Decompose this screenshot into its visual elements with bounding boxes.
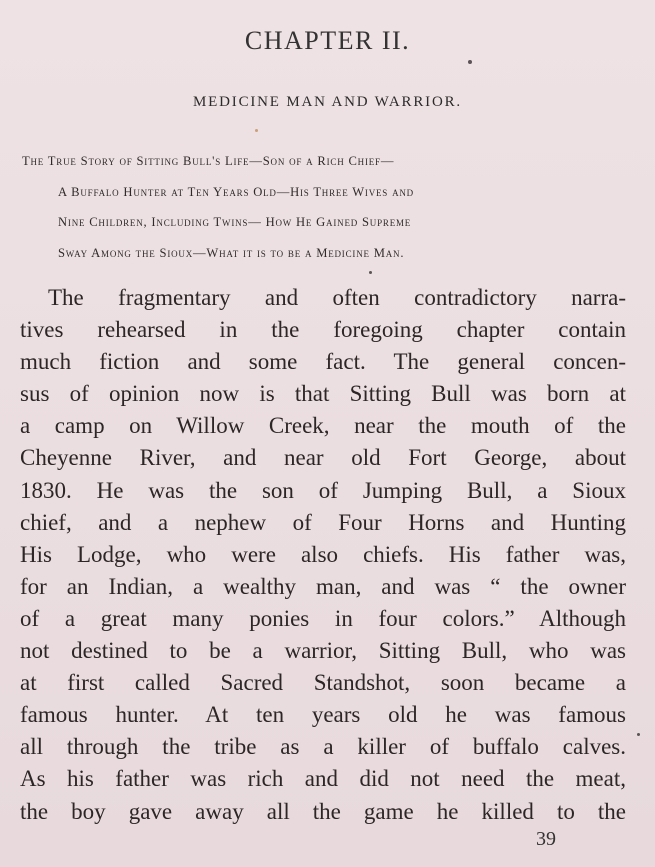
summary-line: Nine Children, Including Twins— How He Gained Supreme — [58, 215, 412, 229]
body-line: sus of opinion now is that Sitting Bull was born at — [20, 381, 626, 407]
body-line: 1830. He was the son of Jumping Bull, a Sioux — [20, 477, 626, 503]
summary-line: The True Story of Sitting Bull's Life—Son of a Rich Chief— — [22, 154, 395, 168]
summary-line: A Buffalo Hunter at Ten Years Old—His Three Wives and — [58, 184, 414, 199]
body-line: all through the tribe as a killer of buffalo calves. — [20, 734, 626, 760]
chapter-title: CHAPTER II. — [244, 26, 411, 55]
body-line: Cheyenne River, and near old Fort George, about — [20, 445, 626, 471]
chapter-subtitle: MEDICINE MAN AND WARRIOR. — [193, 94, 462, 110]
summary-line: Sway Among the Sioux—What it is to be a Medicine Man. — [58, 245, 405, 260]
body-line: at first called Sacred Standshot, soon became a — [20, 670, 626, 696]
paper-speck — [637, 733, 640, 736]
body-line: The fragmentary and often contradictory narra- — [48, 285, 626, 310]
body-line: for an Indian, a wealthy man, and was “ the owner — [20, 573, 626, 599]
body-line: the boy gave away all the game he killed to the — [20, 798, 626, 824]
body-line: tives rehearsed in the foregoing chapter contain — [20, 317, 626, 343]
body-line: much fiction and some fact. The general concen- — [20, 349, 626, 375]
body-line: of a great many ponies in four colors.” Although — [20, 605, 626, 631]
body-line: chief, and a nephew of Four Horns and Hunting — [20, 509, 626, 535]
chapter-summary — [22, 146, 630, 268]
paper-speck — [468, 60, 472, 64]
body-line: His Lodge, who were also chiefs. His father was, — [20, 541, 626, 567]
body-paragraph — [20, 282, 626, 828]
body-line: famous hunter. At ten years old he was famous — [20, 702, 626, 728]
paper-speck — [255, 129, 258, 132]
page-number: 39 — [536, 828, 556, 850]
body-line: a camp on Willow Creek, near the mouth of the — [20, 413, 626, 439]
paper-speck — [369, 271, 372, 274]
body-line: As his father was rich and did not need the meat, — [20, 766, 626, 792]
body-line: not destined to be a warrior, Sitting Bull, who was — [20, 638, 626, 664]
